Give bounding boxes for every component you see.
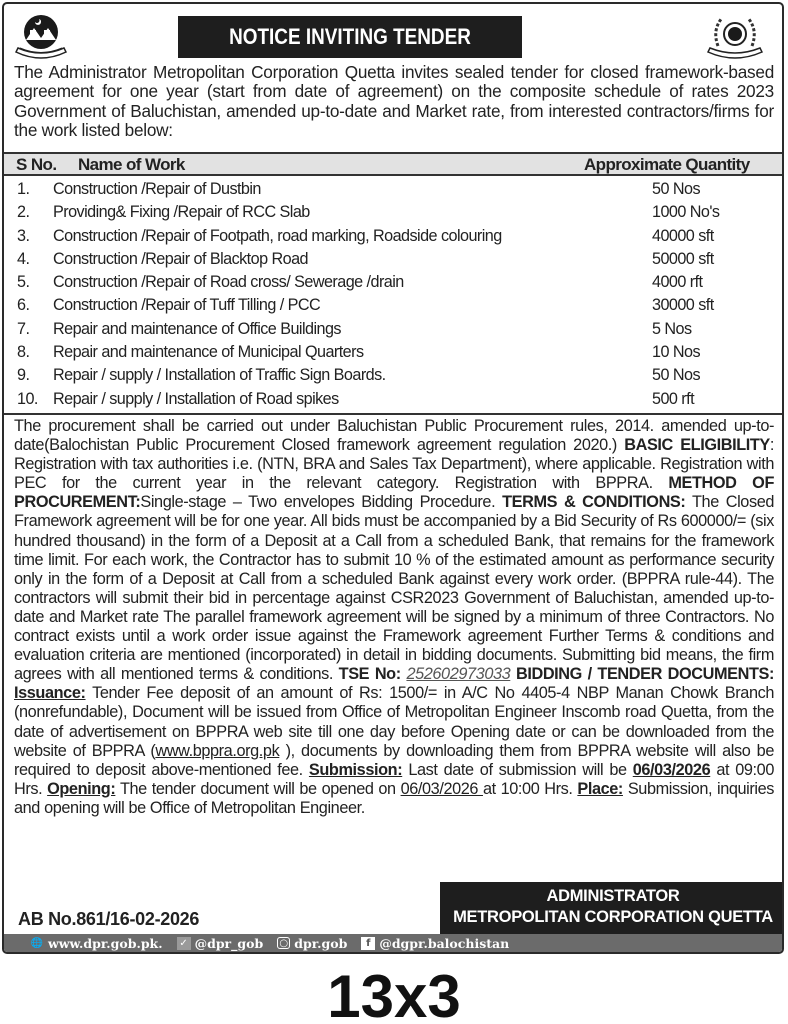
bidding-documents-label: BIDDING / TENDER DOCUMENTS: — [510, 665, 774, 684]
ad-size-label: 13x3 — [327, 963, 461, 1024]
row-quantity: 50 Nos — [652, 180, 700, 198]
table-row — [4, 226, 782, 249]
method-text: Single-stage – Two envelopes Bidding Procedure. — [140, 493, 503, 512]
row-sno: 9. — [17, 366, 30, 385]
table-row — [4, 202, 782, 225]
row-sno: 1. — [17, 180, 30, 198]
row-quantity: 4000 rft — [652, 273, 703, 292]
table-row — [4, 179, 782, 202]
opening-date: 06/03/2026 — [400, 779, 483, 798]
row-sno: 10. — [17, 389, 38, 408]
globe-icon: 🌐 — [30, 937, 44, 949]
row-sno: 6. — [17, 296, 30, 315]
method-of-procurement-label: METHOD OF PROCUREMENT: — [14, 474, 774, 512]
opening-time: at 10:00 Hrs. — [482, 779, 578, 798]
row-sno: 7. — [17, 319, 30, 338]
row-quantity: 50000 sft — [652, 249, 714, 268]
row-work-name: Construction /Repair of Road cross/ Sewerage /drain — [53, 273, 404, 292]
row-work-name: Repair / supply / Installation of Traffic Sign Boards. — [53, 366, 386, 385]
row-sno: 8. — [17, 343, 30, 362]
social-instagram[interactable] — [277, 936, 347, 951]
terms-conditions-label: TERMS & CONDITIONS: — [502, 493, 686, 512]
issuance-text: Tender Fee deposit of an amount of Rs: 1500/= in A/C No 4405-4 NBP Manan Chowk Branch (nonrefundable), Document will be issued from Office of Metropolitan Engineer Inscomb road Quetta, from the date of advertisement on BPPRA web site till one day before Opening date or can be downloaded from the website of BPPRA ( — [14, 684, 774, 760]
submission-label: Submission: — [308, 760, 403, 779]
table-row — [4, 319, 782, 342]
work-table-body — [4, 179, 782, 412]
row-quantity: 40000 sft — [652, 226, 714, 245]
opening-label: Opening: — [47, 779, 116, 798]
intro-text: The Administrator Metropolitan Corporation Quetta invites sealed tender for closed framework-based agreement for one year (start from date of agreement) on the composite schedule of rates 2023 Government of Baluchistan, amended up-to-date and Market rate, from interested contractors/firms for the work listed below: — [14, 62, 774, 140]
table-row — [4, 249, 782, 272]
row-quantity: 50 Nos — [652, 366, 700, 385]
facebook-handle: @dgpr.balochistan — [379, 935, 510, 951]
tse-label: TSE No: — [338, 665, 407, 684]
notice-title-bar — [178, 16, 522, 58]
social-twitter[interactable] — [177, 936, 264, 951]
row-work-name: Construction /Repair of Dustbin — [53, 180, 261, 198]
ab-number: AB No.861/16-02-2026 — [18, 909, 200, 929]
metropolitan-corporation-emblem-icon — [704, 10, 766, 64]
row-sno: 4. — [17, 249, 30, 268]
row-work-name: Repair and maintenance of Office Buildings — [53, 319, 341, 338]
administrator-signature-box — [440, 882, 784, 934]
social-facebook[interactable] — [361, 936, 509, 951]
column-header-sno: S No. — [16, 155, 57, 174]
opening-text: The tender document will be opened on — [115, 779, 401, 798]
row-quantity: 30000 sft — [652, 296, 714, 315]
social-website[interactable] — [30, 936, 163, 951]
issuance-label: Issuance: — [14, 684, 86, 703]
place-text: Submission, inquiries and opening will be Office of Metropolitan Engineer. — [14, 779, 775, 817]
terms-text — [14, 417, 774, 818]
twitter-icon: ✓ — [177, 937, 191, 950]
procurement-rules-text: The procurement shall be carried out under Baluchistan Public Procurement rules, 2014. amended up-to-date(Balochistan Public Procurement Closed framework agreement regulation 2020.) — [14, 417, 774, 455]
place-label: Place: — [577, 779, 623, 798]
submission-text: Last date of submission will be — [402, 760, 633, 779]
column-header-quantity: Approximate Quantity — [584, 155, 750, 174]
eligibility-text: : Registration with tax authorities i.e. (NTN, BRA and Sales Tax Department), where applicable. Registration with PEC for the current year in the relevant category. Registration with BPPRA. — [14, 436, 774, 493]
table-row — [4, 389, 782, 412]
row-quantity: 10 Nos — [652, 343, 700, 362]
twitter-handle: @dpr_gob — [194, 935, 264, 951]
row-sno: 5. — [17, 273, 30, 292]
row-sno: 3. — [17, 226, 30, 245]
submission-time: at 09:00 Hrs. — [14, 760, 774, 798]
website-label: www.dpr.gob.pk. — [48, 935, 163, 951]
row-work-name: Construction /Repair of Blacktop Road — [53, 249, 308, 268]
row-quantity: 1000 No's — [652, 203, 720, 222]
terms-text-body: The Closed Framework agreement will be for one year. All bids must be accompanied by a Bid Security of Rs 600000/= (six hundred thousand) in the form of a Deposit at a Call from a scheduled Bank, that remains for the framework time limit. For each work, the Contractor has to submit 10 % of the estimated amount as performance security only in the form of a Deposit at Call from a scheduled Bank against every work order. (BPPRA rule-44). The contractors will submit their bid in percentage against CSR2023 Government of Baluchistan, amended up-to-date and Market rate The parallel framework agreement will be signed by a minimum of three Contractors. No contract exists until a work order issue against the Framework agreement Further Terms & conditions and evaluation criteria are mentioned (incorporated) in detail in bidding documents. Submitting bid means, the firm agrees with all mentioned terms & conditions. — [14, 493, 775, 684]
row-work-name: Construction /Repair of Footpath, road marking, Roadside colouring — [53, 226, 502, 245]
row-sno: 2. — [17, 203, 30, 222]
admin-organization: METROPOLITAN CORPORATION QUETTA — [453, 908, 773, 926]
table-row — [4, 365, 782, 388]
balochistan-emblem-icon — [12, 10, 70, 64]
row-work-name: Repair and maintenance of Municipal Quarters — [53, 343, 364, 362]
instagram-icon: ○ — [277, 937, 290, 949]
terms-paragraph — [14, 417, 774, 818]
row-work-name: Providing& Fixing /Repair of RCC Slab — [53, 203, 310, 222]
table-row — [4, 272, 782, 295]
table-row — [4, 342, 782, 365]
row-quantity: 500 rft — [652, 389, 695, 408]
row-work-name: Repair / supply / Installation of Road spikes — [53, 389, 339, 408]
intro-paragraph — [14, 63, 774, 140]
bppra-website-link[interactable]: www.bppra.org.pk — [155, 741, 280, 760]
basic-eligibility-label: BASIC ELIGIBILITY — [624, 436, 770, 455]
submission-date: 06/03/2026 — [632, 760, 711, 779]
column-header-name: Name of Work — [78, 155, 185, 174]
admin-title: ADMINISTRATOR — [546, 887, 680, 905]
tse-number: 252602973033 — [406, 665, 511, 684]
social-media-bar — [4, 934, 782, 952]
row-quantity: 5 Nos — [652, 319, 692, 338]
facebook-icon: f — [361, 937, 375, 950]
tender-notice — [2, 2, 784, 954]
row-work-name: Construction /Repair of Tuff Tilling / PCC — [53, 296, 321, 315]
section-divider — [4, 413, 782, 415]
instagram-handle: dpr.gob — [294, 935, 348, 951]
table-row — [4, 295, 782, 318]
download-text: ), documents by downloading them from BPPRA website will also be required to deposit above-mentioned fee. — [14, 741, 774, 779]
notice-title: NOTICE INVITING TENDER — [229, 24, 471, 49]
work-table-header — [4, 152, 782, 176]
